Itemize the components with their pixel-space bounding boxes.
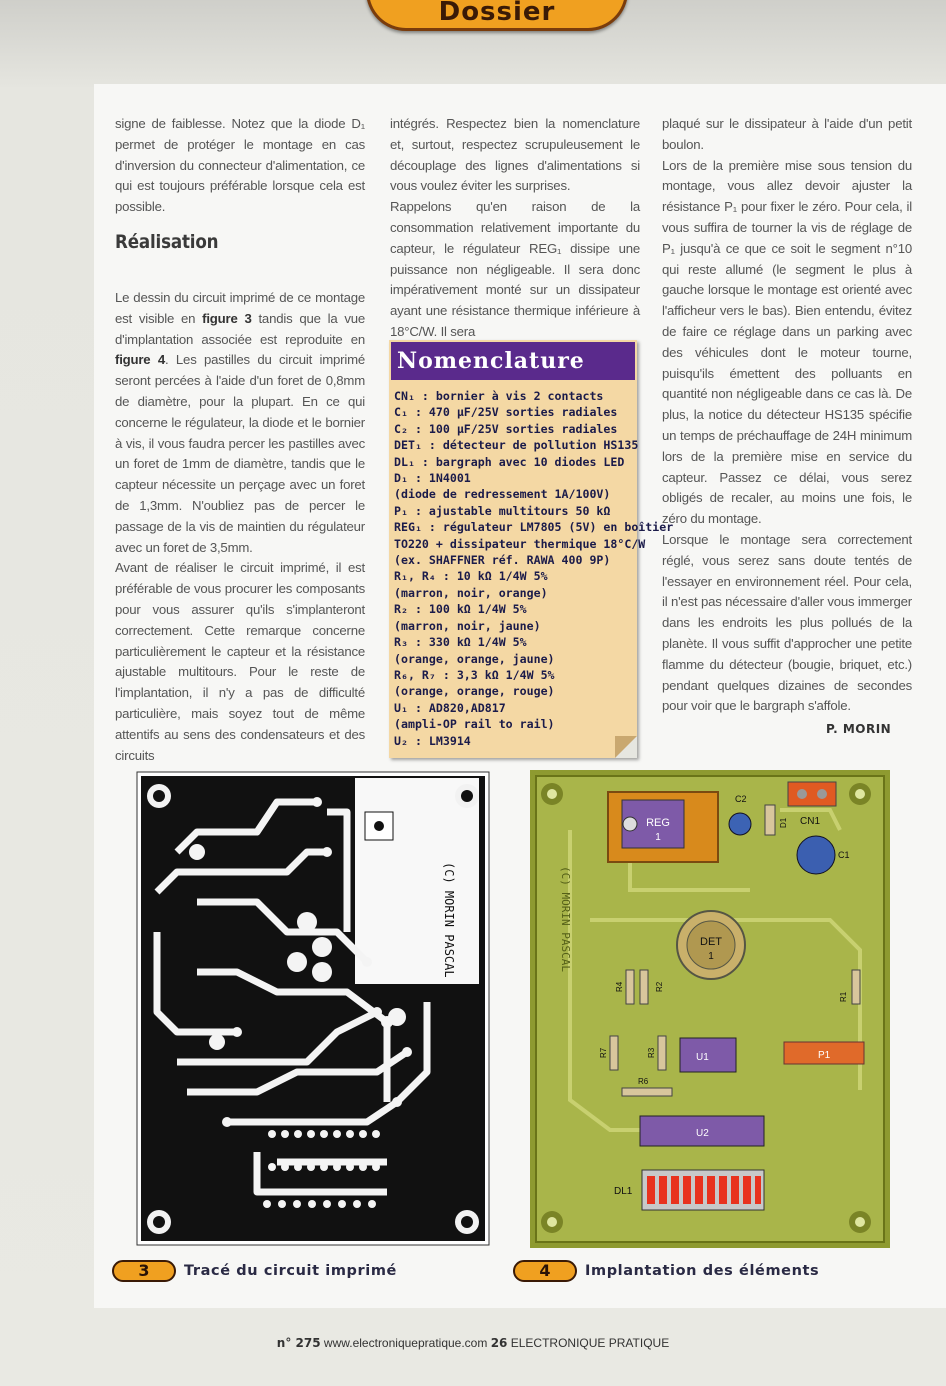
dl1-label: DL1 — [614, 1186, 633, 1197]
nomenclature-item: (marron, noir, orange) — [394, 585, 548, 600]
reg-number: 1 — [655, 832, 661, 843]
r4-label: R4 — [615, 981, 624, 992]
nomenclature-item: (orange, orange, rouge) — [394, 684, 555, 699]
magazine-name: ELECTRONIQUE PRATIQUE — [510, 1336, 670, 1350]
figure-caption-text: Tracé du circuit imprimé — [184, 1263, 397, 1279]
paragraph: Lors de la première mise sous tension du montage, vous allez devoir ajuster la résistance P₁ pour fixer le zéro. Pour cela, il vous suffira de tourner la vis de réglage de P₁ jusqu'à ce que ce soit le segment n°10 qui reste allumé (le segment le plus à gauche lorsque le montage est orienté avec l'afficheur vers le bas). Bien entendu, évitez de faire ce réglage dans un parking avec des véhicules dont le moteur tourne, puisqu'ils émettent des polluants en quantité non négligeable dans ce cas là. De plus, la notice du détecteur HS135 spécifie un temps de préchauffage de 24H minimum lors de la première mise en service du capteur. Passez ce délai, vous serez obligés de recaler, au moins une fois, le zéro du montage. — [662, 157, 912, 527]
paragraph: plaqué sur le dissipateur à l'aide d'un petit boulon. — [662, 116, 912, 152]
section-heading: Réalisation — [115, 230, 219, 253]
figure-3-caption — [112, 1260, 397, 1282]
r3-label: R3 — [647, 1047, 656, 1058]
nomenclature-item: C₂ : 100 µF/25V sorties radiales — [394, 421, 618, 436]
website-url: www.electroniquepratique.com — [323, 1336, 488, 1350]
paragraph: intégrés. Respectez bien la nomenclature et, surtout, respectez scrupuleusement le découplage des lignes d'alimentations si vous voulez éviter les surprises. — [390, 116, 640, 194]
nomenclature-item: C₁ : 470 µF/25V sorties radiales — [394, 405, 618, 420]
c2-label: C2 — [735, 794, 747, 804]
figure-number-badge: 4 — [513, 1260, 577, 1282]
nomenclature-list — [389, 382, 674, 749]
paragraph: Rappelons qu'en raison de la consommation relativement importante du capteur, le régulateur REG₁ dissipe une puissance non négligeable. Il sera donc impérativement monté sur un dissipateur ayant une résistance thermique inférieure à 18°C/W. Il sera — [390, 199, 640, 339]
figure-caption-text: Implantation des éléments — [585, 1263, 820, 1279]
text-run: . Les pastilles du circuit imprimé seront percées à l'aide d'un foret de 0,8mm de diamètre, pour la plupart. En ce qui concerne le régulateur, la diode et le bornier à vis, il vous faudra percer les pastilles avec un foret de 1mm de diamètre, tandis que le capteur nécessite un perçage avec un foret de 1,3mm. N'oubliez pas de percer le passage de la vis de maintien du régulateur avec un foret de 3,5mm. — [115, 352, 365, 555]
figure-ref: figure 4 — [115, 352, 166, 368]
nomenclature-title: Nomenclature — [389, 340, 637, 382]
nomenclature-item: (diode de redressement 1A/100V) — [394, 487, 611, 502]
figure-ref: figure 3 — [202, 310, 252, 326]
page-footer — [0, 1336, 946, 1350]
pcb-copyright: (C) MORIN PASCAL — [442, 862, 456, 978]
text-column-2 — [390, 114, 640, 343]
p1-label: P1 — [818, 1050, 831, 1061]
issue-number: n° 275 — [276, 1336, 321, 1350]
nomenclature-item: R₂ : 100 kΩ 1/4W 5% — [394, 602, 527, 617]
text-column-3 — [662, 114, 912, 717]
r7-label: R7 — [599, 1047, 608, 1058]
figure-number-badge: 3 — [112, 1260, 176, 1282]
section-banner — [366, 0, 628, 31]
figure-4-caption — [513, 1260, 819, 1282]
nomenclature-item: U₂ : LM3914 — [394, 733, 471, 748]
nomenclature-item: (marron, noir, jaune) — [394, 618, 541, 633]
nomenclature-item: REG₁ : régulateur LM7805 (5V) en boîtier — [394, 520, 674, 535]
nomenclature-item: R₁, R₄ : 10 kΩ 1/4W 5% — [394, 569, 548, 584]
paragraph: Avant de réaliser le circuit imprimé, il est préférable de vous procurer les composants pour vous assurer qu'ils s'implanteront correctement. Cette remarque concerne particulièrement le capteur et la résistance ajustable multitours. Pour le reste de l'implantation, il n'y a pas de difficulté particulière, mais soyez tout de même attentifs au sens des condensateurs et des circuits — [115, 560, 365, 763]
nomenclature-box — [389, 340, 674, 758]
nomenclature-item: (ex. SHAFFNER réf. RAWA 400 9P) — [394, 553, 611, 568]
nomenclature-item: D₁ : 1N4001 — [394, 471, 471, 486]
c1-label: C1 — [838, 850, 850, 860]
text-column-1 — [115, 114, 365, 766]
r2-label: R2 — [655, 981, 664, 992]
d1-label: D1 — [779, 817, 788, 828]
nomenclature-item: R₆, R₇ : 3,3 kΩ 1/4W 5% — [394, 667, 555, 682]
paragraph — [115, 288, 365, 558]
r1-label: R1 — [839, 991, 848, 1002]
nomenclature-item: TO220 + dissipateur thermique 18°C/W — [394, 536, 646, 551]
u2-label: U2 — [696, 1128, 709, 1139]
nomenclature-item: R₃ : 330 kΩ 1/4W 5% — [394, 635, 527, 650]
pcb-trace-figure — [137, 772, 489, 1245]
r6-label: R6 — [638, 1077, 649, 1086]
nomenclature-item: DL₁ : bargraph avec 10 diodes LED — [394, 454, 625, 469]
author-signature: P. MORIN — [826, 722, 892, 736]
nomenclature-item: CN₁ : bornier à vis 2 contacts — [394, 389, 604, 403]
component-layout-figure — [530, 770, 890, 1248]
page-number: 26 — [490, 1336, 508, 1350]
nomenclature-item: (ampli-OP rail to rail) — [394, 717, 555, 732]
det-label: DET — [700, 936, 722, 948]
text-run: tandis que la vue d'implantation associée est reproduite en — [115, 310, 366, 347]
section-title: Dossier — [438, 0, 556, 27]
cn1-label: CN1 — [800, 816, 821, 827]
nomenclature-item: DET₁ : détecteur de pollution HS135 — [394, 438, 639, 453]
det-number: 1 — [708, 951, 714, 962]
paragraph: Lorsque le montage sera correctement réglé, vous serez sans doute tentés de l'essayer en environnement réel. Pour cela, il n'est pas nécessaire d'aller vous immerger dans les endroits les plus pollués de la planète. Il vous suffit d'approcher une petite flamme du détecteur (bougie, briquet, etc.) pendant quelques dizaines de secondes pour voir que le bargraph s'affole. — [662, 531, 912, 714]
text-run: Le dessin du circuit imprimé de ce montage est visible en — [115, 289, 365, 326]
nomenclature-item: U₁ : AD820,AD817 — [394, 700, 506, 715]
nomenclature-item: P₁ : ajustable multitours 50 kΩ — [394, 503, 611, 518]
paragraph: signe de faiblesse. Notez que la diode D₁ permet de protéger le montage en cas d'inversion du connecteur d'alimentation, ce qui est toujours préférable lorsque cela est possible. — [115, 116, 365, 215]
reg-label: REG — [646, 817, 670, 829]
u1-label: U1 — [696, 1052, 709, 1063]
nomenclature-item: (orange, orange, jaune) — [394, 651, 555, 666]
layout-copyright: (C) MORIN PASCAL — [559, 866, 572, 972]
